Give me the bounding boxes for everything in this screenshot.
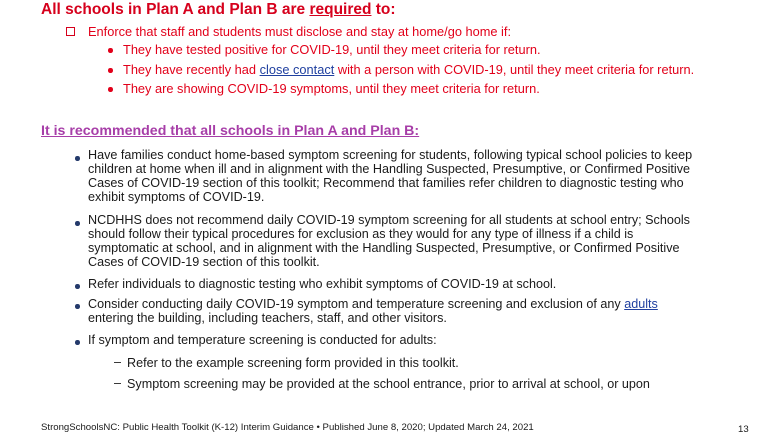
text-line: symptomatic at school, and in alignment with the Handling Suspected, Presumptive, or Confirmed Positive — [88, 241, 680, 255]
footer-right: Published June 8, 2020; Updated March 24, 2021 — [322, 422, 534, 433]
dash-item-1: Refer to the example screening form provided in this toolkit. — [127, 356, 459, 370]
close-contact-link[interactable]: close contact — [259, 62, 335, 77]
adults-link[interactable]: adults — [624, 297, 658, 311]
required-sub-item-2 — [123, 62, 694, 77]
required-heading-emphasis: required — [309, 1, 372, 18]
text-line: should follow their typical procedures for exclusion as they would for any type of illness if a child is — [88, 227, 634, 241]
footer-separator: • — [316, 422, 320, 433]
text-line: Refer individuals to diagnostic testing who exhibit symptoms of COVID-19 at school. — [88, 277, 557, 291]
bullet-icon — [75, 284, 80, 289]
required-heading — [41, 1, 396, 19]
text-line: entering the building, including teachers, staff, and other visitors. — [88, 311, 447, 325]
required-sub-item-3 — [123, 81, 540, 96]
required-sub-item-1 — [123, 42, 541, 57]
recommended-bullet-3 — [88, 277, 768, 291]
red-bullet-icon — [108, 48, 113, 53]
dash-icon: – — [114, 355, 122, 369]
checkbox-icon — [66, 27, 75, 36]
required-sub-item-2-text-after: with a person with COVID-19, until they meet criteria for return. — [334, 62, 695, 77]
footer-left: StrongSchoolsNC: Public Health Toolkit (K-12) Interim Guidance — [41, 422, 314, 433]
recommended-bullet-1 — [88, 148, 768, 204]
text-line: NCDHHS does not recommend daily COVID-19 symptom screening for all students at school entry; Schools — [88, 213, 690, 227]
red-bullet-icon — [108, 87, 113, 92]
text-line: children at home when ill and in alignment with the Handling Suspected, Presumptive, or Confirmed Positive — [88, 162, 691, 176]
text-before-link: Consider conducting daily COVID-19 symptom and temperature screening and exclusion of any — [88, 297, 625, 311]
bullet-icon — [75, 156, 80, 161]
required-sub-item-1-text: They have tested positive for COVID-19, until they meet criteria for return. — [123, 42, 541, 57]
text-line: exhibit symptoms of COVID-19. — [88, 190, 265, 204]
text-line: Have families conduct home-based symptom screening for students, following typical school policies to keep — [88, 148, 693, 162]
recommended-bullet-2 — [88, 213, 768, 269]
required-heading-prefix: All schools in Plan A and Plan B are — [41, 1, 310, 18]
checkbox-item-text: Enforce that staff and students must disclose and stay at home/go home if: — [88, 24, 512, 39]
text-line — [88, 297, 768, 311]
text-line: Cases of COVID-19 section of this toolkit. — [88, 255, 320, 269]
required-heading-suffix: to: — [371, 1, 396, 18]
text-line: Cases of COVID-19 section of this toolkit; Recommend that families refer children to diagnostic testing who — [88, 176, 684, 190]
required-sub-item-2-text-before: They have recently had — [123, 62, 260, 77]
page-number: 13 — [738, 424, 749, 435]
bullet-icon — [75, 304, 80, 309]
dash-item-2: Symptom screening may be provided at the school entrance, prior to arrival at school, or upon — [127, 377, 650, 391]
text-line: If symptom and temperature screening is conducted for adults: — [88, 333, 437, 347]
recommended-bullet-4 — [88, 297, 768, 325]
dash-icon: – — [114, 376, 122, 390]
recommended-heading: It is recommended that all schools in Plan A and Plan B: — [41, 123, 420, 139]
footer-text — [41, 422, 534, 433]
recommended-bullet-5 — [88, 333, 768, 347]
required-sub-item-3-text: They are showing COVID-19 symptoms, until they meet criteria for return. — [123, 81, 540, 96]
bullet-icon — [75, 340, 80, 345]
red-bullet-icon — [108, 68, 113, 73]
bullet-icon — [75, 221, 80, 226]
